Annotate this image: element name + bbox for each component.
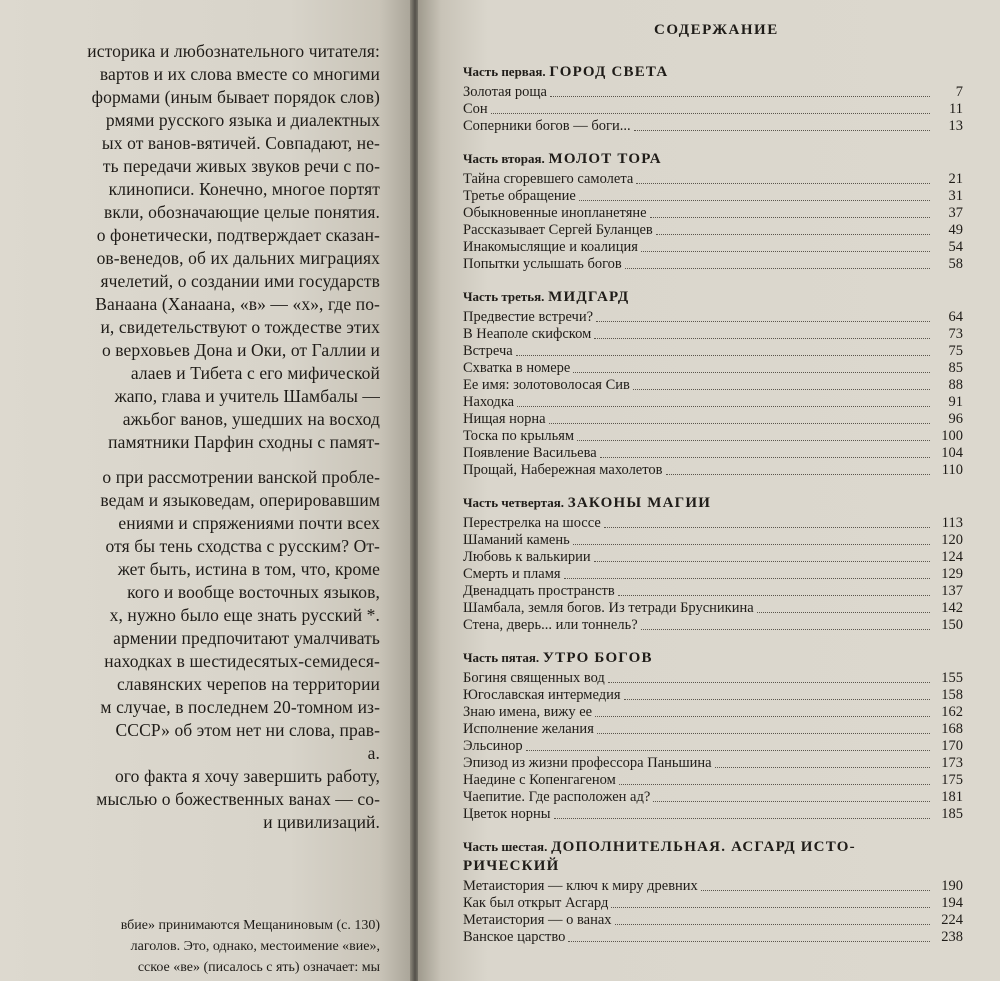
toc-leader-dots [604,527,930,528]
toc-entry-title: Нищая норна [463,411,546,427]
toc-leader-dots [579,200,930,201]
toc-entry [463,377,963,394]
toc-entry-title: Чаепитие. Где расположен ад? [463,789,651,805]
toc-leader-dots [641,629,930,630]
text-line: памятники Парфин сходны с памят- [108,432,380,452]
toc-entry-page: 124 [941,549,963,565]
toc-entry [463,583,963,600]
toc-entry-title: Прощай, Набережная махолетов [463,462,663,478]
toc-part-name: ЗАКОНЫ МАГИИ [567,495,712,511]
toc-entry [463,895,963,912]
toc-entry-title: Сон [463,101,488,117]
toc-entry-page: 142 [941,600,963,616]
toc-leader-dots [650,217,930,218]
toc-entry-page: 185 [941,806,963,822]
text-line: жет быть, истина в том, что, кроме [117,559,380,579]
toc-leader-dots [568,941,930,942]
toc-leader-dots [701,890,930,891]
toc-entry-page: 170 [941,738,963,754]
toc-entry-title: Смерть и пламя [463,566,561,582]
toc-entry [463,600,963,617]
toc-entry-page: 37 [948,205,963,221]
text-line: вартов и их слова вместе со многими [99,64,380,84]
toc-entry-title: Знаю имена, вижу ее [463,704,593,720]
toc-leader-dots [596,321,930,322]
toc-entry-title: Двенадцать пространств [463,583,615,599]
toc-entry-page: 238 [941,929,963,945]
table-of-contents [463,62,963,960]
toc-leader-dots [491,113,930,114]
toc-entry [463,239,963,256]
left-body-text [0,40,380,834]
toc-entry-page: 150 [941,617,963,633]
text-line: х, нужно было еще знать русский *. [109,605,380,625]
toc-part-label: Часть третья. [463,289,545,304]
toc-entry [463,326,963,343]
toc-entry [463,445,963,462]
toc-entry-title: Стена, дверь... или тоннель? [463,617,638,633]
toc-leader-dots [624,699,930,700]
toc-entry [463,343,963,360]
text-line: о при рассмотрении ванской пробле- [102,467,380,487]
toc-part-name-continued: РИЧЕСКИЙ [463,858,560,874]
text-line: ениями и спряжениями почти всех [118,513,380,533]
toc-entry-title: Ее имя: золотоволосая Сив [463,377,630,393]
footnote-line: вбие» принимаются Мещаниновым (с. 130) [120,918,380,933]
toc-part-label: Часть вторая. [463,151,545,166]
toc-part-name: УТРО БОГОВ [542,650,653,666]
toc-entry-page: 11 [949,101,963,117]
toc-entry [463,617,963,634]
toc-part-label: Часть первая. [463,64,546,79]
toc-entry-page: 137 [941,583,963,599]
toc-entry [463,360,963,377]
text-line: алаев и Тибета с его мифической [130,363,380,383]
toc-part-label: Часть четвертая. [463,495,564,510]
toc-part [463,287,963,479]
text-line [0,454,380,466]
text-line: отя бы тень сходства с русским? От- [105,536,380,556]
toc-entry-page: 194 [941,895,963,911]
text-line: рмями русского языка и диалектных [105,110,380,130]
toc-leader-dots [597,733,930,734]
toc-part-label: Часть пятая. [463,650,540,665]
toc-leader-dots [666,474,931,475]
toc-part-title [463,648,963,668]
text-line: о верховьев Дона и Оки, от Галлии и [101,340,380,360]
toc-entry-page: 158 [941,687,963,703]
toc-entry-title: Шаманий камень [463,532,570,548]
text-line: Ванаана (Ханаана, «в» — «х», где по- [95,294,380,314]
toc-entry [463,772,963,789]
toc-entry-title: Перестрелка на шоссе [463,515,601,531]
toc-entry [463,462,963,479]
toc-leader-dots [636,183,930,184]
text-line: историка и любознательного читателя: [87,41,380,61]
toc-leader-dots [715,767,930,768]
toc-leader-dots [656,234,930,235]
toc-leader-dots [550,96,930,97]
toc-entry-title: Эпизод из жизни профессора Паньшина [463,755,712,771]
toc-entry-title: Схватка в номере [463,360,571,376]
text-line: ажьбог ванов, ушедших на восход [122,409,380,429]
text-line: ть передачи живых звуков речи с по- [102,156,380,176]
toc-entry [463,118,963,135]
toc-entry [463,549,963,566]
text-line: вкли, обозначающие целые понятия. [103,202,380,222]
toc-entry-title: Цветок норны [463,806,551,822]
toc-entry [463,394,963,411]
toc-leader-dots [564,578,930,579]
text-line: ячелетий, о создании ими государств [100,271,380,291]
toc-leader-dots [618,595,930,596]
toc-part-title [463,493,963,513]
toc-entry [463,929,963,946]
toc-entry-title: Любовь к валькирии [463,549,591,565]
toc-part-title [463,287,963,307]
toc-entry-page: 7 [955,84,963,100]
toc-entry [463,101,963,118]
toc-entry-title: Метаистория — о ванах [463,912,612,928]
text-line: о фонетически, подтверждает сказан- [96,225,380,245]
toc-entry [463,878,963,895]
text-line: и, свидетельствуют о тождестве этих [100,317,380,337]
toc-entry [463,188,963,205]
toc-leader-dots [611,907,930,908]
toc-part-title [463,837,963,876]
toc-entry-title: Появление Васильева [463,445,597,461]
toc-leader-dots [653,801,930,802]
toc-leader-dots [526,750,930,751]
toc-entry-title: Метаистория — ключ к миру древних [463,878,698,894]
toc-entry-page: 224 [941,912,963,928]
text-line: СССР» об этом нет ни слова, прав- [115,720,380,740]
toc-leader-dots [641,251,930,252]
text-line: и цивилизаций. [263,812,380,832]
text-line: формами (иным бывает порядок слов) [91,87,380,107]
toc-entry-page: 104 [941,445,963,461]
text-line: армении предпочитают умалчивать [113,628,380,648]
toc-leader-dots [615,924,930,925]
toc-leader-dots [608,682,930,683]
text-line: славянских черепов на территории [117,674,380,694]
toc-part [463,62,963,135]
toc-entry [463,411,963,428]
toc-entry-title: Инакомыслящие и коалиция [463,239,638,255]
toc-entry [463,532,963,549]
toc-entry-page: 120 [941,532,963,548]
toc-leader-dots [619,784,930,785]
text-line: находках в шестидесятых-семидеся- [104,651,380,671]
toc-entry-page: 21 [948,171,963,187]
toc-entry-page: 155 [941,670,963,686]
toc-entry-title: Обыкновенные инопланетяне [463,205,647,221]
toc-leader-dots [634,130,930,131]
toc-entry [463,566,963,583]
toc-entry-title: Предвестие встречи? [463,309,594,325]
toc-entry-title: Богиня священных вод [463,670,605,686]
toc-entry-title: Шамбала, земля богов. Из тетради Брусникина [463,600,754,616]
text-line: а. [367,743,380,763]
toc-entry [463,309,963,326]
toc-leader-dots [577,440,930,441]
toc-leader-dots [517,406,930,407]
toc-leader-dots [516,355,930,356]
toc-entry-page: 73 [948,326,963,342]
toc-part-name: ДОПОЛНИТЕЛЬНАЯ. АСГАРД ИСТО- [551,839,856,855]
toc-leader-dots [633,389,930,390]
text-line: м случае, в последнем 20-томном из- [100,697,380,717]
toc-entry [463,428,963,445]
toc-part-title [463,149,963,169]
toc-leader-dots [594,561,930,562]
toc-entry-page: 54 [948,239,963,255]
toc-part [463,493,963,634]
text-line: жапо, глава и учитель Шамбалы — [114,386,380,406]
toc-entry-title: Ванское царство [463,929,566,945]
toc-entry-title: Как был открыт Асгард [463,895,609,911]
text-line: ов-венедов, об их дальних миграциях [96,248,380,268]
toc-entry-page: 49 [948,222,963,238]
toc-entry-page: 168 [941,721,963,737]
toc-entry-title: В Неаполе скифском [463,326,592,342]
toc-entry-title: Югославская интермедия [463,687,621,703]
text-line: клинописи. Конечно, многое портят [108,179,380,199]
toc-entry [463,205,963,222]
toc-entry [463,704,963,721]
text-line: мыслью о божественных ванах — со- [96,789,380,809]
toc-entry-page: 13 [948,118,963,134]
toc-leader-dots [595,716,930,717]
toc-entry [463,256,963,273]
toc-entry [463,738,963,755]
toc-entry-title: Золотая роща [463,84,547,100]
toc-entry-title: Попытки услышать богов [463,256,622,272]
toc-entry-page: 75 [948,343,963,359]
toc-entry-title: Тайна сгоревшего самолета [463,171,634,187]
toc-entry-title: Соперники богов — боги... [463,118,631,134]
toc-entry [463,687,963,704]
toc-entry-page: 110 [941,462,963,478]
toc-entry-page: 64 [948,309,963,325]
toc-entry-page: 175 [941,772,963,788]
toc-part [463,648,963,823]
text-line: ого факта я хочу завершить работу, [114,766,380,786]
toc-part-label: Часть шестая. [463,839,548,854]
left-footnotes [0,915,380,978]
toc-entry [463,789,963,806]
toc-entry [463,912,963,929]
toc-part-name: МОЛОТ ТОРА [548,151,662,167]
toc-entry [463,806,963,823]
toc-entry-title: Исполнение желания [463,721,594,737]
toc-entry-page: 88 [948,377,963,393]
toc-entry-page: 129 [941,566,963,582]
toc-entry-page: 181 [941,789,963,805]
toc-entry-page: 58 [948,256,963,272]
toc-entry-page: 100 [941,428,963,444]
toc-entry-title: Эльсинор [463,738,523,754]
toc-leader-dots [554,818,931,819]
toc-entry [463,171,963,188]
toc-entry-title: Встреча [463,343,513,359]
toc-entry-page: 91 [948,394,963,410]
toc-entry [463,721,963,738]
toc-entry-page: 173 [941,755,963,771]
toc-entry [463,755,963,772]
toc-part-name: ГОРОД СВЕТА [549,64,669,80]
text-line: кого и вообще восточных языков, [127,582,380,602]
text-line: ых от ванов-вятичей. Совпадают, не- [101,133,380,153]
toc-entry-page: 113 [941,515,963,531]
toc-entry-page: 85 [948,360,963,376]
toc-entry-page: 190 [941,878,963,894]
footnote-line: лаголов. Это, однако, местоимение «вие», [130,939,380,954]
toc-part-name: МИДГАРД [548,289,630,305]
toc-part-title [463,62,963,82]
toc-part [463,837,963,946]
toc-entry [463,515,963,532]
toc-leader-dots [600,457,930,458]
toc-leader-dots [594,338,930,339]
toc-title: СОДЕРЖАНИЕ [654,22,779,38]
toc-entry [463,670,963,687]
toc-entry-title: Рассказывает Сергей Буланцев [463,222,653,238]
toc-entry [463,84,963,101]
toc-entry-page: 96 [948,411,963,427]
left-page [0,0,412,981]
toc-part [463,149,963,273]
footnote-line: сское «ве» (писалось с ять) означает: мы [137,960,380,975]
toc-entry-title: Третье обращение [463,188,576,204]
toc-entry [463,222,963,239]
toc-entry-page: 31 [948,188,963,204]
toc-leader-dots [549,423,930,424]
toc-leader-dots [625,268,930,269]
toc-leader-dots [757,612,930,613]
toc-entry-title: Находка [463,394,515,410]
toc-leader-dots [573,544,930,545]
toc-entry-page: 162 [941,704,963,720]
toc-entry-title: Наедине с Копенгагеном [463,772,616,788]
text-line: ведам и языковедам, оперировавшим [100,490,380,510]
toc-leader-dots [573,372,930,373]
toc-entry-title: Тоска по крыльям [463,428,575,444]
